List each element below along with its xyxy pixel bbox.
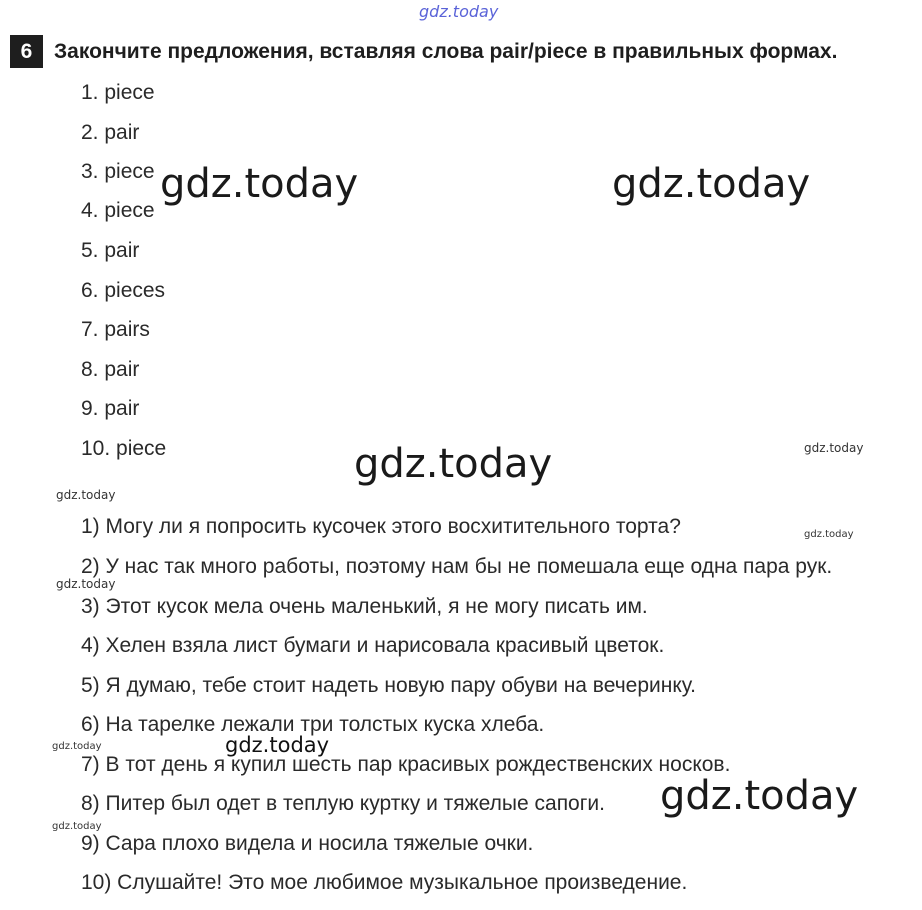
answer-item: 2. pair bbox=[81, 121, 140, 144]
watermark-medium: gdz.today bbox=[225, 733, 330, 757]
translation-item: 6) На тарелке лежали три толстых куска хлеба. bbox=[81, 713, 545, 736]
translation-item: 1) Могу ли я попросить кусочек этого восхитительного торта? bbox=[81, 515, 681, 538]
translation-item: 3) Этот кусок мела очень маленький, я не могу писать им. bbox=[81, 595, 648, 618]
answer-item: 7. pairs bbox=[81, 318, 150, 341]
task-number-badge: 6 bbox=[10, 35, 43, 68]
translation-item: 7) В тот день я купил шесть пар красивых рождественских носков. bbox=[81, 753, 731, 776]
translation-item: 8) Питер был одет в теплую куртку и тяжелые сапоги. bbox=[81, 792, 605, 815]
translation-item: 4) Хелен взяла лист бумаги и нарисовала красивый цветок. bbox=[81, 634, 665, 657]
answer-item: 9. pair bbox=[81, 397, 140, 420]
watermark-large: gdz.today bbox=[660, 773, 859, 819]
answer-item: 8. pair bbox=[81, 358, 140, 381]
watermark-small: gdz.today bbox=[52, 821, 102, 832]
watermark-small: gdz.today bbox=[56, 577, 116, 591]
answer-item: 5. pair bbox=[81, 239, 140, 262]
answer-item: 1. piece bbox=[81, 81, 155, 104]
watermark-small: gdz.today bbox=[52, 741, 102, 752]
translation-item: 10) Слушайте! Это мое любимое музыкальное произведение. bbox=[81, 871, 688, 894]
translation-item: 2) У нас так много работы, поэтому нам бы не помешала еще одна пара рук. bbox=[81, 555, 833, 578]
answer-item: 6. pieces bbox=[81, 279, 166, 302]
translation-item: 9) Сара плохо видела и носила тяжелые очки. bbox=[81, 832, 534, 855]
task-title: Закончите предложения, вставляя слова pair/piece в правильных формах. bbox=[54, 40, 838, 63]
watermark-small: gdz.today bbox=[804, 441, 864, 455]
watermark-large: gdz.today bbox=[612, 161, 811, 207]
answer-item: 4. piece bbox=[81, 199, 155, 222]
translation-item: 5) Я думаю, тебе стоит надеть новую пару обуви на вечеринку. bbox=[81, 674, 696, 697]
answer-item: 10. piece bbox=[81, 437, 167, 460]
watermark-small: gdz.today bbox=[804, 529, 854, 540]
watermark-small: gdz.today bbox=[56, 488, 116, 502]
answer-item: 3. piece bbox=[81, 160, 155, 183]
watermark-top: gdz.today bbox=[419, 2, 499, 21]
watermark-large: gdz.today bbox=[354, 441, 553, 487]
watermark-large: gdz.today bbox=[160, 161, 359, 207]
